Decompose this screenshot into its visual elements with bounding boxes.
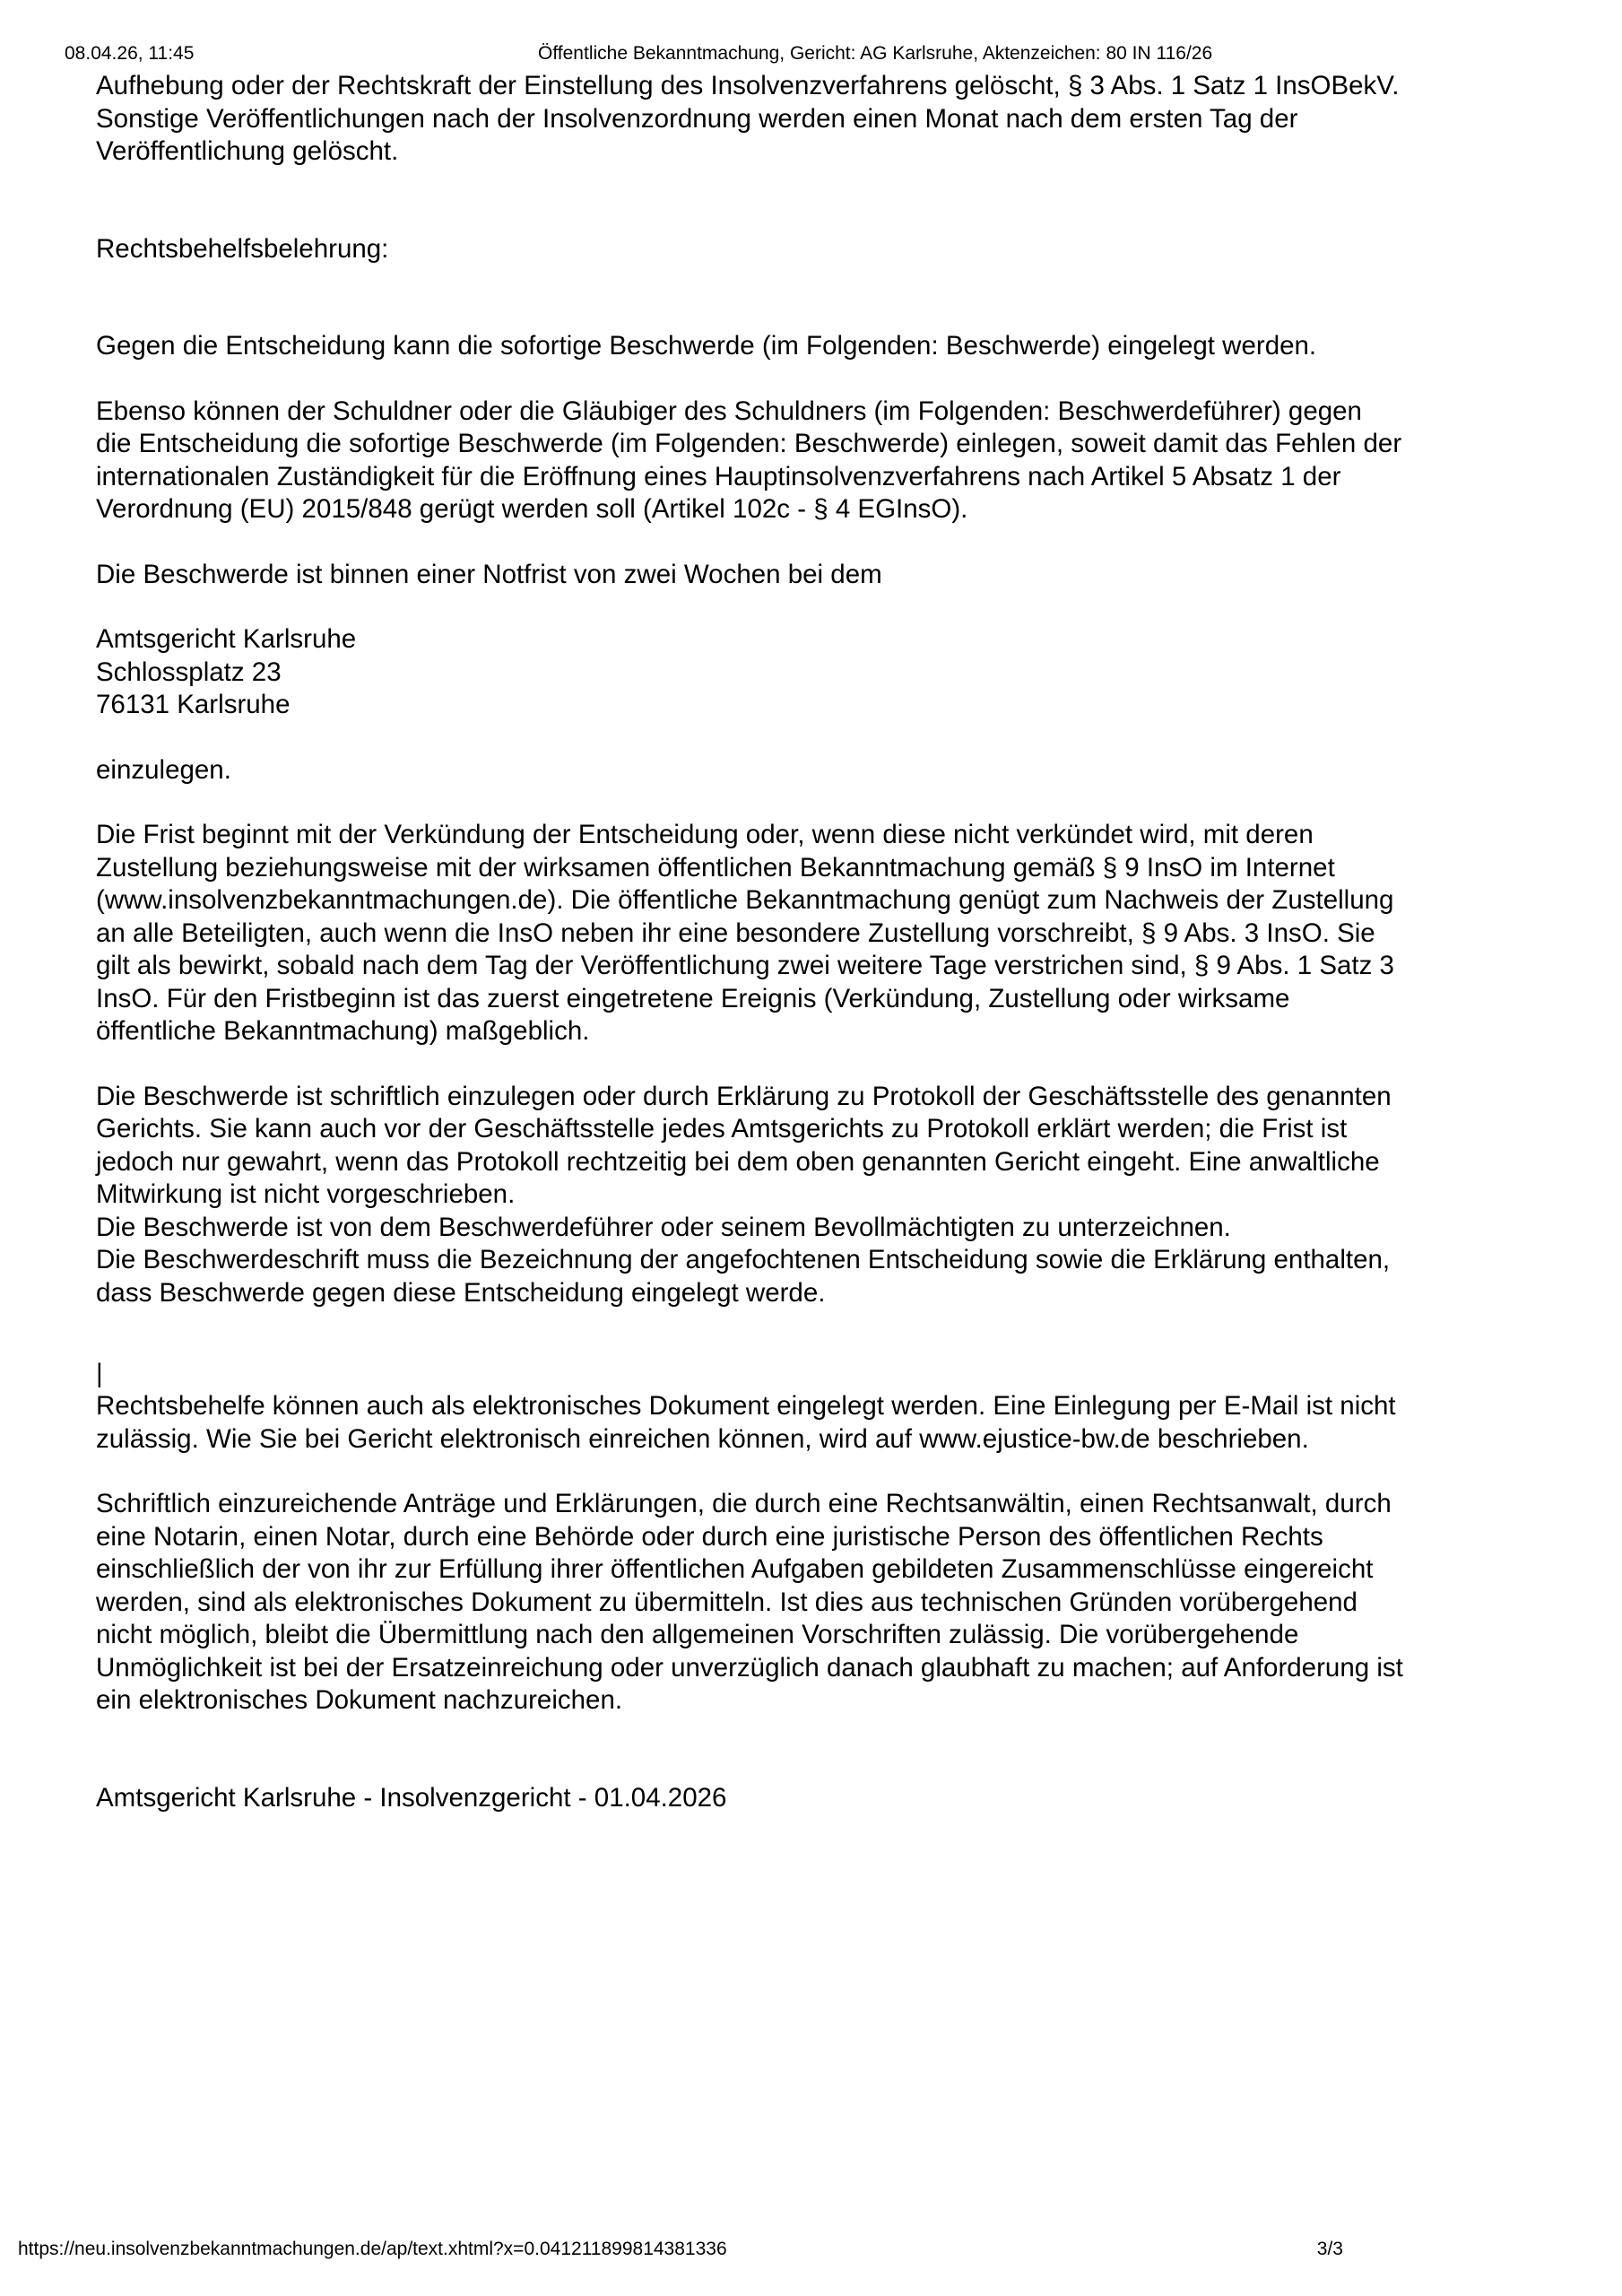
court-street: Schlossplatz 23 xyxy=(96,657,282,687)
page-url: https://neu.insolvenzbekanntmachungen.de/ap/text.xhtml?x=0.041211899814381336 xyxy=(18,2239,727,2259)
text-line: jedoch nur gewahrt, wenn das Protokoll rechtzeitig bei dem oben genannten Gericht eingeht. Eine anwaltliche xyxy=(96,1146,1380,1177)
text-line: Veröffentlichung gelöscht. xyxy=(96,136,399,166)
document-body xyxy=(96,70,1566,1814)
text-line: an alle Beteiligten, auch wenn die InsO neben ihr eine besondere Zustellung vorschreibt, § 9 Abs. 3 InsO. Sie xyxy=(96,918,1375,948)
text-line: eine Notarin, einen Notar, durch eine Behörde oder durch eine juristische Person des öffentlichen Rechts xyxy=(96,1521,1323,1552)
elektronisch-paragraph xyxy=(96,1390,1566,1456)
text-line: internationalen Zuständigkeit für die Eröffnung eines Hauptinsolvenzverfahrens nach Artikel 5 Absatz 1 der xyxy=(96,461,1341,491)
text-line: Rechtsbehelfe können auch als elektronisches Dokument eingelegt werden. Eine Einlegung per E-Mail ist nicht xyxy=(96,1391,1396,1421)
court-address xyxy=(96,623,1566,722)
text-line: Die Beschwerde ist von dem Beschwerdeführer oder seinem Bevollmächtigten zu unterzeichnen. xyxy=(96,1212,1231,1242)
antraege-paragraph xyxy=(96,1488,1566,1718)
text-line: InsO. Für den Fristbeginn ist das zuerst eingetretene Ereignis (Verkündung, Zustellung oder wirksame xyxy=(96,983,1290,1013)
intro-paragraph xyxy=(96,70,1566,169)
text-line: Die Beschwerde ist schriftlich einzulegen oder durch Erklärung zu Protokoll der Geschäftsstelle des genannten xyxy=(96,1081,1392,1111)
page-number: 3/3 xyxy=(1316,2239,1343,2259)
text-cursor-mark: | xyxy=(96,1359,103,1388)
text-line: Mitwirkung ist nicht vorgeschrieben. xyxy=(96,1179,516,1209)
text-line: Unmöglichkeit ist bei der Ersatzeinreichung oder unverzüglich danach glaubhaft zu machen; auf Anforderung ist xyxy=(96,1652,1403,1683)
text-line: Sonstige Veröffentlichungen nach der Insolvenzordnung werden einen Monat nach dem ersten Tag der xyxy=(96,103,1298,134)
text-line: nicht möglich, bleibt die Übermittlung nach den allgemeinen Vorschriften zulässig. Die vorübergehende xyxy=(96,1620,1299,1649)
text-line: Gerichts. Sie kann auch vor der Geschäftsstelle jedes Amtsgerichts zu Protokoll erklärt werden; die Frist ist xyxy=(96,1114,1348,1144)
signature-line: Amtsgericht Karlsruhe - Insolvenzgericht - 01.04.2026 xyxy=(96,1782,727,1813)
text-line: (www.insolvenzbekanntmachungen.de). Die öffentliche Bekanntmachung genügt zum Nachweis der Zustellung xyxy=(96,885,1394,915)
text-line: Verordnung (EU) 2015/848 gerügt werden soll (Artikel 102c - § 4 EGInsO). xyxy=(96,494,968,524)
ebenso-paragraph xyxy=(96,396,1566,526)
text-line: gilt als bewirkt, sobald nach dem Tag der Veröffentlichung zwei weitere Tage verstrichen sind, § 9 Abs. 1 Satz 3 xyxy=(96,951,1394,980)
text-line: Ebenso können der Schuldner oder die Gläubiger des Schuldners (im Folgenden: Beschwerdeführer) gegen xyxy=(96,396,1362,426)
einzulegen-text: einzulegen. xyxy=(96,754,231,785)
text-line: öffentliche Bekanntmachung) maßgeblich. xyxy=(96,1016,590,1046)
text-line: werden, sind als elektronisches Dokument zu übermitteln. Ist dies aus technischen Gründen vorübergehend xyxy=(96,1587,1357,1617)
court-name: Amtsgericht Karlsruhe xyxy=(96,624,357,654)
schriftlich-paragraph xyxy=(96,1081,1566,1310)
court-city: 76131 Karlsruhe xyxy=(96,690,291,719)
text-line: Schriftlich einzureichende Anträge und Erklärungen, die durch eine Rechtsanwältin, einen Rechtsanwalt, durch xyxy=(96,1489,1392,1518)
text-line: Zustellung beziehungsweise mit der wirksamen öffentlichen Bekanntmachung gemäß § 9 InsO im Internet xyxy=(96,852,1335,883)
text-line: zulässig. Wie Sie bei Gericht elektronisch einreichen können, wird auf www.ejustice-bw.de beschrieben. xyxy=(96,1423,1309,1454)
text-line: Die Beschwerdeschrift muss die Bezeichnung der angefochtenen Entscheidung sowie die Erklärung enthalten, xyxy=(96,1245,1391,1274)
text-line: die Entscheidung die sofortige Beschwerde (im Folgenden: Beschwerde) einlegen, soweit damit das Fehlen der xyxy=(96,429,1402,458)
appeal-paragraph: Gegen die Entscheidung kann die sofortige Beschwerde (im Folgenden: Beschwerde) eingelegt werden. xyxy=(96,331,1317,361)
text-line: dass Beschwerde gegen diese Entscheidung eingelegt werde. xyxy=(96,1277,826,1308)
text-line: Die Frist beginnt mit der Verkündung der Entscheidung oder, wenn diese nicht verkündet wird, mit deren xyxy=(96,820,1314,849)
text-line: einschließlich der von ihr zur Erfüllung ihrer öffentlichen Aufgaben gebildeten Zusammenschlüsse eingereicht xyxy=(96,1554,1374,1584)
frist-paragraph xyxy=(96,819,1566,1048)
section-heading: Rechtsbehelfsbelehrung: xyxy=(96,233,389,264)
print-title: Öffentliche Bekanntmachung, Gericht: AG Karlsruhe, Aktenzeichen: 80 IN 116/26 xyxy=(538,43,1213,64)
notfrist-paragraph: Die Beschwerde ist binnen einer Notfrist von zwei Wochen bei dem xyxy=(96,559,882,589)
text-line: ein elektronisches Dokument nachzureichen. xyxy=(96,1685,623,1715)
print-datetime: 08.04.26, 11:45 xyxy=(65,43,195,64)
text-line: Aufhebung oder der Rechtskraft der Einstellung des Insolvenzverfahrens gelöscht, § 3 Abs. 1 Satz 1 InsOBekV. xyxy=(96,71,1400,100)
